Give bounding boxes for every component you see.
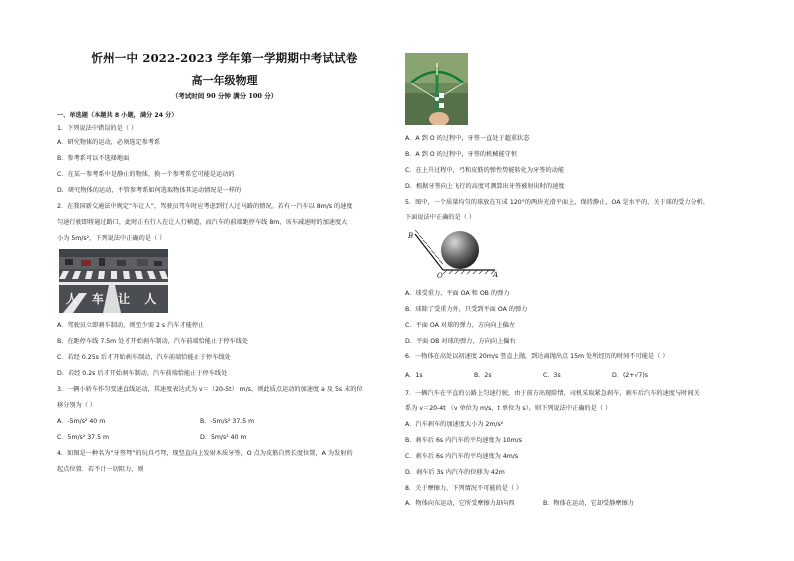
label-b: B: [408, 232, 414, 240]
section-heading: 一、单选题（本题共 8 小题，满分 24 分）: [57, 112, 178, 119]
q5-line-2: 下面说法中正确的是（ ）: [405, 214, 476, 221]
q3-option-a: A．-5m/s² 40 m: [57, 418, 106, 425]
q2-line-3: 小为 5m/s²。下列说法中正确的是（ ）: [57, 235, 166, 242]
q4-option-a: A．A 到 O 的过程中，牙签一直处于超重状态: [405, 135, 530, 142]
q1-option-a: A．研究物体的运动，必须选定参考系: [57, 139, 161, 146]
q4-option-b: B．A 到 O 的过程中，牙签的机械能守恒: [405, 151, 518, 158]
q5-line-1: 5．图中，一个质量均匀的球放在互成 120°的两块光滑平面上，保持静止，OA 是水平的，关于球的受力分析，: [405, 199, 710, 206]
q2-option-b: B．在距停车线 7.5m 处才开始刹车制动，汽车前端恰能止于停车线处: [57, 338, 249, 345]
q6-stem: 6．一物体在高处以初速度 20m/s 竖直上抛，到达离抛出点 15m 处所经历的时间不可能是（ ）: [405, 353, 669, 360]
q6-option-d: D．(2+√7)s: [612, 372, 649, 379]
q8-stem: 8．关于摩擦力，下列情况不可能的是（ ）: [405, 485, 523, 492]
q1-stem: 1．下列说法中错误的是（ ）: [57, 125, 138, 132]
q6-option-b: B．2s: [474, 372, 492, 379]
q5-option-b: B．球除了受重力外，只受到平面 OA 的弹力: [405, 306, 528, 313]
q3-option-b: B．-5m/s² 37.5 m: [200, 418, 255, 425]
q7-option-a: A．汽车刹车的加速度大小为 2m/s²: [405, 421, 504, 428]
q2-option-c: C．若经 0.25s 后才开始刹车制动，汽车前端恰能止于停车线处: [57, 354, 231, 361]
q1-option-d: D．研究物体的运动，不管参考系如何选取物体其运动情况是一样的: [57, 187, 242, 194]
q3-option-d: D．5m/s² 40 m: [200, 434, 247, 441]
q7-option-d: D．刹车后 3s 内汽车的位移为 42m: [405, 469, 505, 476]
ball-planes-figure: [405, 226, 500, 282]
q7-option-b: B．刹车后 6s 内汽车的平均速度为 10m/s: [405, 437, 522, 444]
q7-option-c: C．刹车后 6s 内汽车的平均速度为 4m/s: [405, 453, 519, 460]
q4-option-c: C．在上升过程中，弓和皮筋的弹性势能转化为牙签的动能: [405, 167, 565, 174]
q1-option-b: B．参考系可以不选择地面: [57, 155, 130, 162]
q5-option-d: D．平面 OB 对球的弹力，方向向上偏右: [405, 338, 516, 345]
q5-option-c: C．平面 OA 对球的弹力，方向向上偏左: [405, 322, 516, 329]
exam-info: （考试时间 90 分钟 满分 100 分）: [171, 92, 278, 100]
q3-line-1: 3．一辆小轿车作匀变速直线运动，其速度表达式为 v＝（20-5t） m/s，则此质点运动的加速度 a 及 5s 末的位: [57, 386, 363, 393]
q5-option-a: A．球受重力、平面 OA 和 OB 的弹力: [405, 290, 510, 297]
crosswalk-text: 人 车 让 人: [65, 292, 162, 306]
q1-option-c: C．在某一参考系中是静止的物体，换一个参考系它可能是运动的: [57, 171, 235, 178]
q6-option-a: A．1s: [405, 372, 423, 379]
q8-option-b: B．物体在运动，它却受静摩擦力: [543, 500, 634, 507]
q3-option-c: C．5m/s² 37.5 m: [57, 434, 109, 441]
q2-line-1: 2．在我国新交通法中规定“车让人”，驾驶员驾车时应考虑到行人过马路的情况。若有一汽车以 8m/s 的速度: [57, 203, 353, 210]
q7-line-1: 7．一辆汽车在平直的公路上匀速行驶，由于前方出现险情，司机采取紧急刹车，刹车后汽车的速度与时间关: [405, 390, 700, 397]
label-a: A: [493, 271, 499, 279]
exam-subtitle: 高一年级物理: [191, 74, 258, 87]
label-o: O: [437, 272, 443, 280]
q8-option-a: A．物体向东运动，它所受摩擦力却向西: [405, 500, 515, 507]
toothpick-crossbow-photo: [405, 53, 468, 125]
q4-option-d: D．根据牙签向上飞行的高度可测算出牙签被射出时的速度: [405, 183, 565, 190]
q3-line-2: 移分别为（ ）: [57, 402, 97, 409]
q4-line-2: 起点位置．若不计一切阻力，则: [57, 466, 144, 473]
q2-option-a: A．驾驶员立即刹车制动，则至少需 2 s 汽车才能停止: [57, 322, 205, 329]
crosswalk-photo: [59, 249, 168, 313]
q4-line-1: 4．如图是一种名为“牙签弩”的玩具弓弩，现竖直向上发射木质牙签，O 点为皮筋自然长度位置，A 为发射的: [57, 450, 353, 457]
q7-line-2: 系为 v＝20-4t （v 单位为 m/s，t 单位为 s）。则下列说法中正确的是（ ）: [405, 405, 612, 412]
q6-option-c: C．3s: [543, 372, 561, 379]
q2-line-2: 匀速行驶即将通过路口，此时正有行人在让人行横道，而汽车的前端距停车线 8m，该车减速时的加速度大: [57, 219, 348, 226]
q2-option-d: D．若经 0.2s 后才开始刹车制动，汽车前端恰能止于停车线处: [57, 370, 228, 377]
exam-title: 忻州一中 2022-2023 学年第一学期期中考试试卷: [91, 51, 358, 65]
